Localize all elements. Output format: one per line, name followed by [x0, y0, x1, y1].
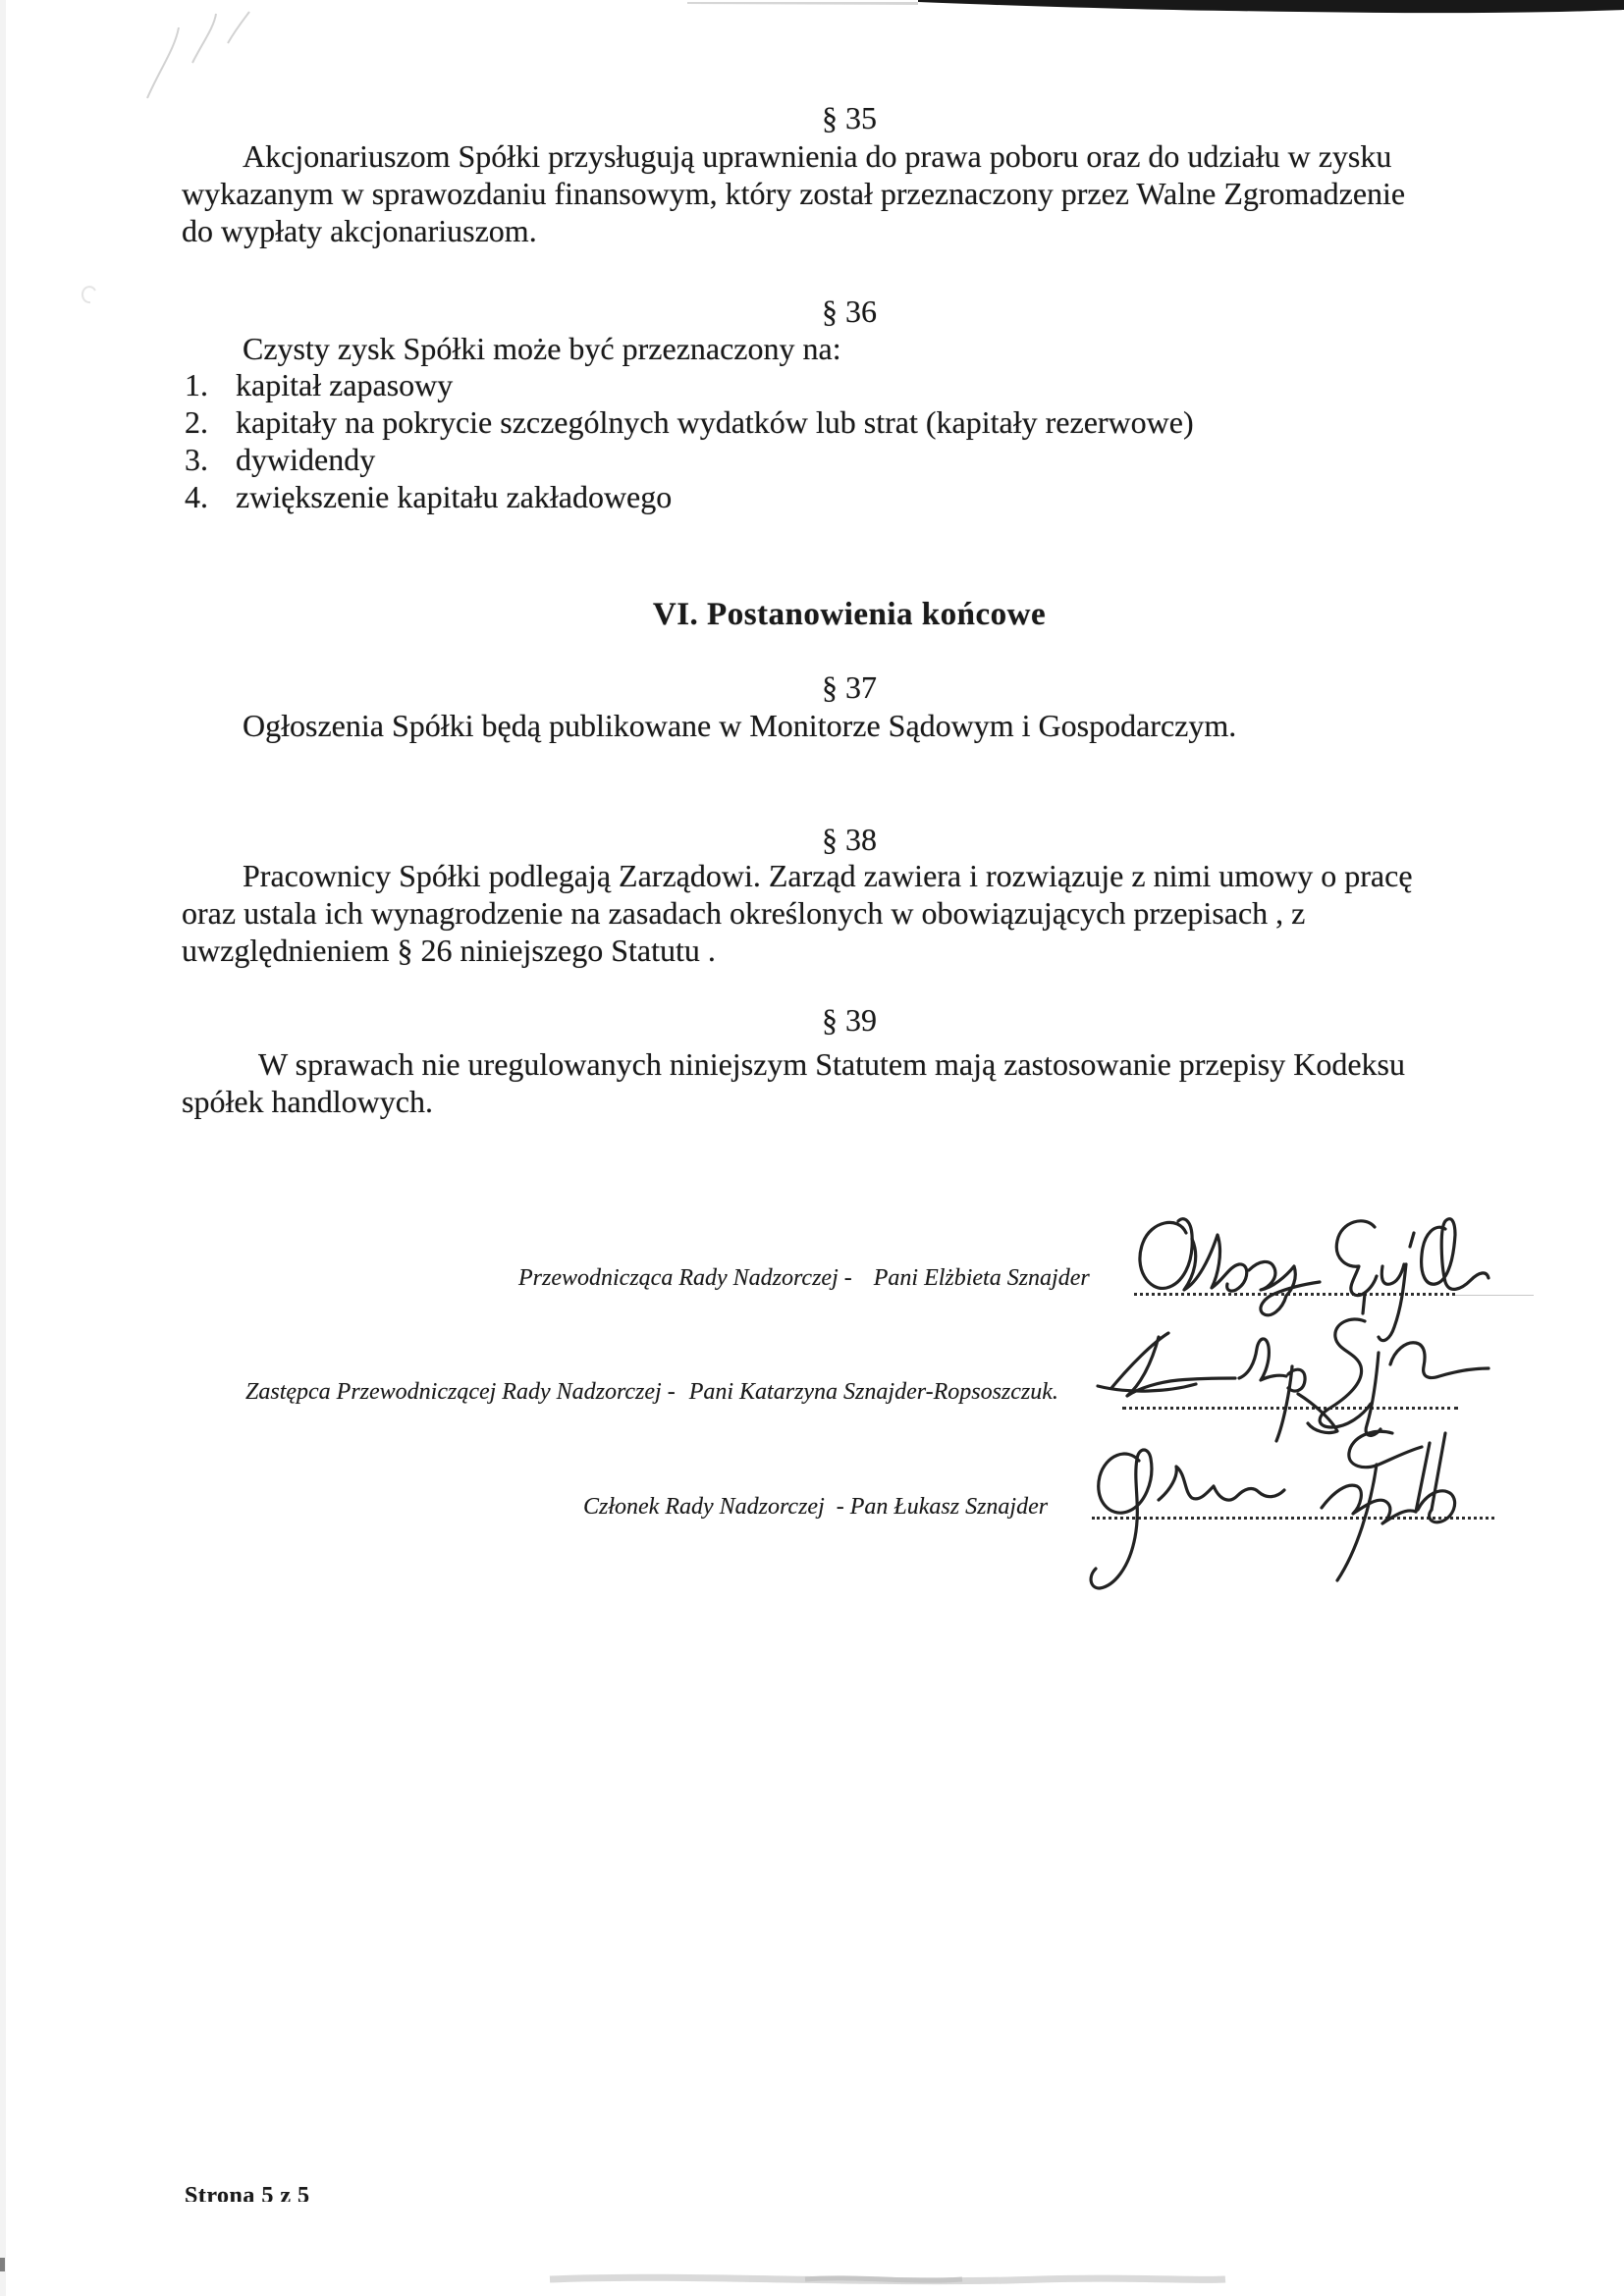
list-item-text: dywidendy	[236, 442, 376, 477]
paragraph-38-line-2: oraz ustala ich wynagrodzenie na zasadach określonych w obowiązujących przepisach , z	[182, 895, 1306, 931]
paragraph-39-line-2: spółek handlowych.	[182, 1084, 433, 1119]
paragraph-37: Ogłoszenia Spółki będą publikowane w Monitorze Sądowym i Gospodarczym.	[243, 708, 1237, 743]
signature-label-chairwoman	[518, 1263, 1090, 1293]
section-mark-39: § 39	[822, 1002, 877, 1038]
paragraph-35-line-2: wykazanym w sprawozdaniu finansowym, który został przeznaczony przez Walne Zgromadzenie	[182, 176, 1406, 211]
list-item-number: 3.	[185, 442, 208, 477]
paragraph-35-line-1: Akcjonariuszom Spółki przysługują uprawnienia do prawa poboru oraz do udziału w zysku	[243, 138, 1392, 174]
signature-role: Członek Rady Nadzorczej	[583, 1494, 825, 1520]
chapter-heading: VI. Postanowienia końcowe	[652, 597, 1047, 632]
paragraph-35-line-3: do wypłaty akcjonariuszom.	[182, 213, 537, 248]
section-mark-37: § 37	[822, 669, 877, 705]
signature-person: Pani Elżbieta Sznajder	[873, 1265, 1090, 1291]
paragraph-39-line-1: W sprawach nie uregulowanych niniejszym Statutem mają zastosowanie przepisy Kodeksu	[258, 1046, 1405, 1082]
list-item-number: 2.	[185, 404, 208, 440]
signature-dotted-line-2	[1122, 1407, 1458, 1410]
page-number-footer: Strona 5 z 5	[185, 2183, 310, 2202]
paragraph-35	[182, 137, 1522, 249]
paragraph-38	[182, 857, 1522, 969]
scan-streak-line-1	[1455, 1295, 1534, 1296]
profit-allocation-list	[185, 366, 1194, 515]
list-item-number: 4.	[185, 479, 208, 514]
signature-dotted-line-3	[1092, 1517, 1494, 1520]
signature-label-deputy-chairwoman	[245, 1377, 1058, 1407]
list-item	[185, 366, 1194, 403]
list-item-number: 1.	[185, 367, 208, 402]
section-mark-38: § 38	[822, 822, 877, 857]
section-mark-35: § 35	[822, 100, 877, 135]
list-item-text: kapitał zapasowy	[236, 367, 454, 402]
list-item-text: kapitały na pokrycie szczególnych wydatków lub strat (kapitały rezerwowe)	[236, 404, 1194, 440]
signature-person: Pani Katarzyna Sznajder-Ropsoszczuk.	[688, 1379, 1058, 1405]
signature-dotted-line-1	[1134, 1293, 1455, 1296]
paragraph-36-intro: Czysty zysk Spółki może być przeznaczony na:	[243, 331, 841, 366]
signature-label-board-member	[583, 1492, 1048, 1522]
paragraph-38-line-1: Pracownicy Spółki podlegają Zarządowi. Zarząd zawiera i rozwiązuje z nimi umowy o pracę	[243, 858, 1413, 893]
section-mark-36: § 36	[822, 294, 877, 329]
list-item	[185, 441, 1194, 478]
paragraph-39	[182, 1045, 1522, 1120]
list-item	[185, 478, 1194, 515]
signature-role: Przewodnicząca Rady Nadzorczej -	[518, 1265, 852, 1291]
signature-person: - Pan Łukasz Sznajder	[836, 1494, 1049, 1520]
list-item	[185, 403, 1194, 441]
list-item-text: zwiększenie kapitału zakładowego	[236, 479, 673, 514]
paragraph-38-line-3: uwzględnieniem § 26 niniejszego Statutu .	[182, 933, 716, 968]
signature-role: Zastępca Przewodniczącej Rady Nadzorczej -	[245, 1379, 676, 1405]
